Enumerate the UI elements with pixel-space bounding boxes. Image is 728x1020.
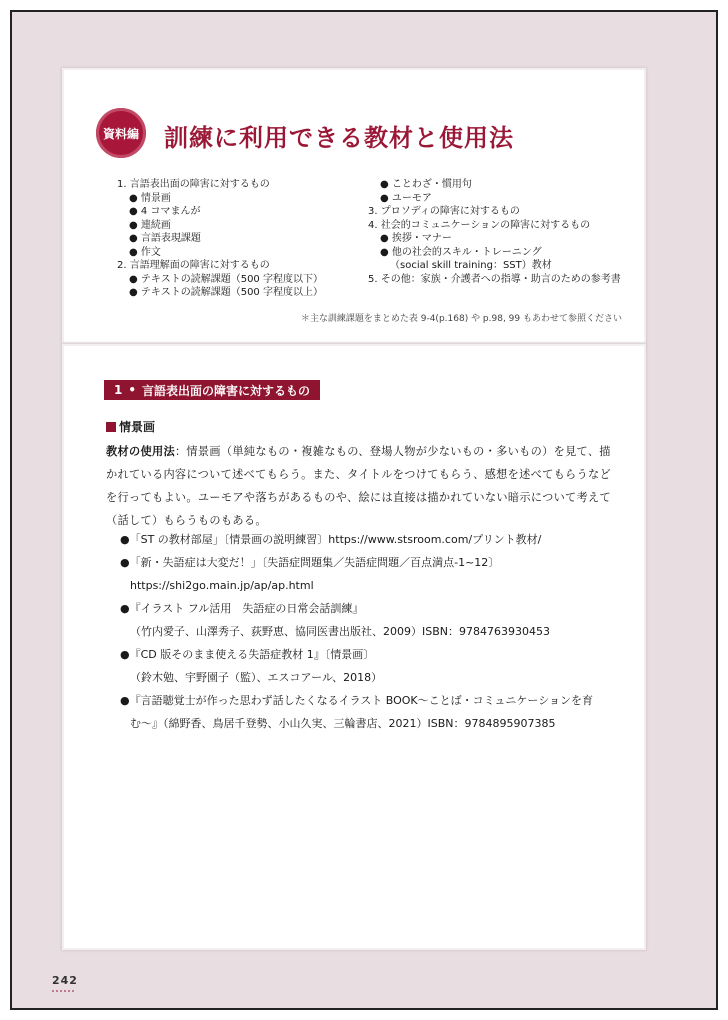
toc-item: ● 4 コマまんが bbox=[129, 206, 201, 217]
reference-item: ●「ST の教材部屋」〔情景画の説明練習〕https://www.stsroom.com/プリント教材/ bbox=[120, 533, 542, 546]
reference-detail: （鈴木勉、宇野園子（監）、エスコアール、2018） bbox=[130, 671, 383, 684]
toc-item: ● テキストの読解課題（500 字程度以上） bbox=[129, 287, 323, 298]
toc-item: 4. 社会的コミュニケーションの障害に対するもの bbox=[368, 219, 591, 231]
page-number: 242 bbox=[52, 974, 78, 987]
subheading bbox=[106, 418, 155, 435]
page-number-underline bbox=[52, 990, 74, 994]
toc-item: ● 情景画 bbox=[129, 192, 171, 204]
toc-item: ● 他の社会的スキル・トレーニング bbox=[380, 246, 542, 258]
toc-item: ● テキストの読解課題（500 字程度以下） bbox=[129, 273, 323, 285]
contents-panel bbox=[64, 70, 644, 342]
toc-item: （social skill training：SST）教材 bbox=[390, 260, 552, 271]
toc-right-column bbox=[368, 178, 621, 286]
appendix-badge: 資料編 bbox=[96, 108, 146, 158]
reference-item: ●『言語聴覚士が作った思わず話したくなるイラスト BOOK〜ことば・コミュニケーションを育 bbox=[120, 694, 593, 707]
toc-item: ● ことわざ・慣用句 bbox=[380, 179, 472, 190]
reference-detail: （竹内愛子、山澤秀子、荻野恵、協同医書出版社、2009）ISBN：9784763930453 bbox=[130, 625, 550, 638]
section-bullet: • bbox=[128, 383, 137, 397]
toc-item: ● 言語表現課題 bbox=[129, 233, 201, 244]
reference-list bbox=[120, 528, 630, 735]
usage-paragraph bbox=[106, 440, 616, 532]
toc-item: 1. 言語表出面の障害に対するもの bbox=[117, 179, 270, 190]
page-frame bbox=[10, 10, 718, 1010]
reference-url: https://shi2go.main.jp/ap/ap.html bbox=[130, 579, 314, 592]
toc-item: 3. プロソディの障害に対するもの bbox=[368, 206, 520, 217]
section-title: 言語表出面の障害に対するもの bbox=[142, 383, 311, 398]
usage-text: ：情景画（単純なもの・複雑なもの、登場人物が少ないもの・多いもの）を見て、描かれている内容について述べてもらう。また、タイトルをつけてもらう、感想を述べてもらうなどを行ってもよい。ユーモアや落ちがあるものや、絵には直接は描かれていない暗示について考えて（話して）もらうものもある。 bbox=[106, 445, 612, 527]
reference-item: ●「新・失語症は大変だ！」〔失語症問題集／失語症問題／百点満点-1~12〕 bbox=[120, 556, 500, 569]
usage-label: 教材の使用法 bbox=[106, 445, 175, 458]
reference-note: ＊主な訓練課題をまとめた表 9-4(p.168) や p.98, 99 もあわせて参照ください bbox=[300, 314, 622, 324]
section-number: 1 bbox=[114, 383, 123, 397]
reference-detail: む〜』（綿野香、鳥居千登勢、小山久実、三輪書店、2021）ISBN：9784895907385 bbox=[130, 717, 556, 730]
toc-item: 2. 言語理解面の障害に対するもの bbox=[117, 260, 270, 271]
square-bullet-icon bbox=[106, 422, 116, 432]
toc-item: ● 作文 bbox=[129, 246, 161, 258]
subheading-text: 情景画 bbox=[119, 420, 156, 434]
reference-item: ●『イラスト フル活用 失語症の日常会話訓練』 bbox=[120, 602, 364, 615]
toc-left-column bbox=[117, 178, 323, 300]
section-header bbox=[104, 380, 320, 400]
reference-item: ●『CD 版そのまま使える失語症教材 1』〔情景画〕 bbox=[120, 648, 375, 661]
page-title: 訓練に利用できる教材と使用法 bbox=[164, 124, 514, 152]
toc-item: ● ユーモア bbox=[380, 192, 432, 204]
toc-item: 5. その他：家族・介護者への指導・助言のための参考書 bbox=[368, 273, 621, 285]
section-panel bbox=[64, 346, 644, 948]
toc-item: ● 連続画 bbox=[129, 219, 171, 231]
toc-item: ● 挨拶・マナー bbox=[380, 233, 452, 244]
